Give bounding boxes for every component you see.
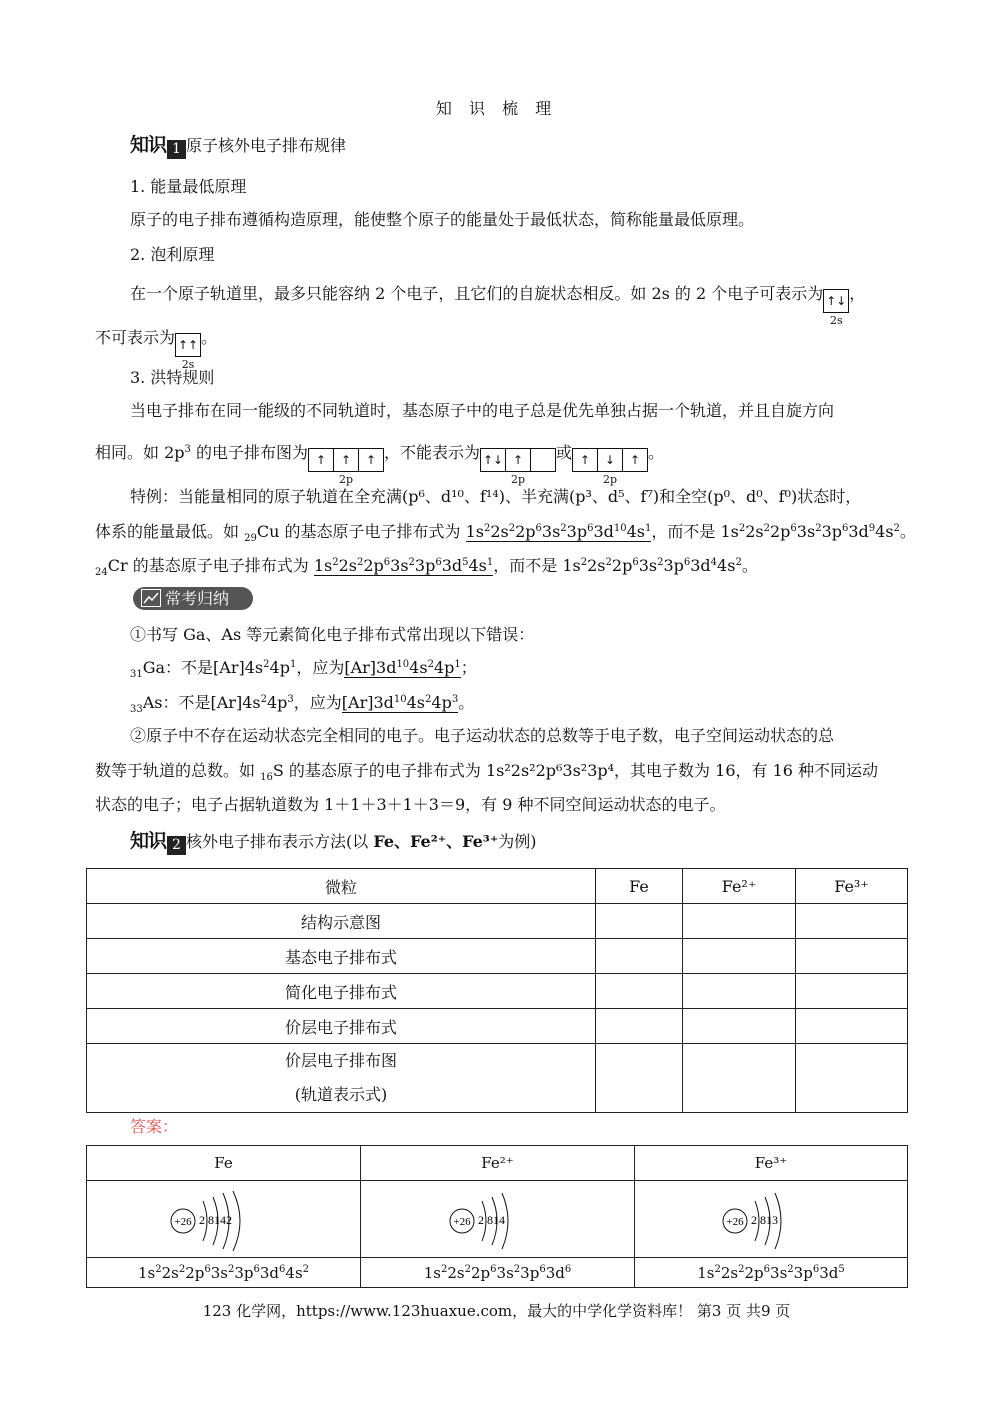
representation-table — [86, 868, 908, 1113]
table-cell — [796, 939, 908, 974]
paragraph-special-2: 体系的能量最低。如 $_{29}$Cu 的基态原子电子排布式为 $1s^22s^22p^63s^23p^63d^{10}4s^1$，而不是 $1s^22s^22p^63s^23p^63d^94s^2$。 — [95, 522, 916, 544]
note-2-line-1: ②原子中不存在运动状态完全相同的电子。电子运动状态的总数等于电子数，电子空间运动状态的总 — [130, 726, 835, 745]
table-cell — [796, 1009, 908, 1044]
paragraph-hund-1: 当电子排布在同一能级的不同轨道时，基态原子中的电子总是优先单独占据一个轨道，并且自旋方向 — [130, 401, 835, 420]
text: 的电子排布图为 — [190, 443, 308, 462]
orbital-box: ↓ — [597, 448, 623, 472]
paragraph-special-3: $_{24}$Cr 的基态原子电子排布式为 $1s^22s^22p^63s^23p^63d^54s^1$，而不是 $1s^22s^22p^63s^23p^63d^44s^2$。 — [95, 556, 758, 578]
knowledge-number: 1 — [167, 140, 186, 159]
answer-label: 答案： — [130, 1117, 179, 1136]
orbital-label: 2p — [510, 473, 526, 486]
text: Ga：不是[Ar]4s — [142, 658, 264, 677]
text: Cr 的基态原子电子排布式为 — [107, 556, 314, 575]
orbital-box: ↑↓ — [823, 289, 849, 313]
note-1: ①书写 Ga、As 等元素简化电子排布式常出现以下错误： — [130, 625, 535, 644]
table-cell — [796, 974, 908, 1009]
paragraph-energy-min: 原子的电子排布遵循构造原理，能使整个原子的能量处于最低状态，简称能量最低原理。 — [130, 210, 755, 229]
orbital-box: ↑ — [572, 448, 598, 472]
structure-diagram-row — [87, 1181, 908, 1258]
fe2-config: $1s^22s^22p^63s^23p^63d^6$ — [361, 1258, 635, 1288]
as-correct-config: $[Ar]3d^{10}4s^24p^3$ — [341, 693, 459, 712]
fe-structure-diagram — [87, 1181, 361, 1258]
table-cell — [683, 904, 796, 939]
shell-counts: 2 814 — [477, 1213, 505, 1227]
paragraph-pauli-2: 不可表示为 ↑↑ 2s 。 — [95, 328, 218, 371]
table-row — [87, 939, 908, 974]
table-cell — [596, 1044, 683, 1113]
page-title: 知 识 梳 理 — [435, 99, 558, 118]
paragraph-special-1: 特例：当能量相同的原子轨道在全充满(p⁶、d¹⁰、f¹⁴)、半充满(p³、d⁵、f⁷)和全空(p⁰、d⁰、f⁰)状态时， — [130, 487, 862, 506]
row-label: 价层电子排布式 — [87, 1009, 596, 1044]
table-row — [87, 904, 908, 939]
table-cell — [796, 904, 908, 939]
row-label: 基态电子排布式 — [87, 939, 596, 974]
summary-tag — [133, 587, 253, 610]
answer-header: Fe³⁺ — [635, 1146, 908, 1181]
cu-correct-config: $1s^22s^22p^63s^23p^63d^{10}4s^1$ — [465, 522, 652, 541]
table-row — [87, 974, 908, 1009]
knowledge-title: 原子核外电子排布规律 — [186, 136, 347, 155]
knowledge-1-heading — [130, 130, 346, 159]
knowledge-title-end: 为例) — [498, 832, 537, 851]
orbital-box: ↑ — [358, 448, 384, 472]
row-label: 简化电子排布式 — [87, 974, 596, 1009]
fe3-structure-diagram — [635, 1181, 908, 1258]
orbital-2p-wrong-2 — [572, 448, 648, 486]
row-label: 结构示意图 — [87, 904, 596, 939]
table-cell — [683, 939, 796, 974]
summary-tag-label: 常考归纳 — [165, 589, 230, 608]
table-cell — [596, 1009, 683, 1044]
table-cell — [596, 939, 683, 974]
answer-table — [86, 1145, 908, 1288]
heading-energy-min: 1. 能量最低原理 — [130, 177, 247, 196]
knowledge-title: 核外电子排布表示方法(以 — [186, 832, 374, 851]
table-cell — [596, 904, 683, 939]
paragraph-pauli-1: 在一个原子轨道里，最多只能容纳 2 个电子，且它们的自旋状态相反。如 2s 的 2 个电子可表示为 ↑↓ 2s ， — [130, 284, 866, 327]
table-header: Fe³⁺ — [796, 869, 908, 904]
table-cell — [683, 1044, 796, 1113]
heading-hund: 3. 洪特规则 — [130, 368, 215, 387]
nucleus-charge: +26 — [452, 1216, 471, 1228]
table-cell — [796, 1044, 908, 1113]
answer-header: Fe — [87, 1146, 361, 1181]
orbital-box: ↑ — [333, 448, 359, 472]
pauli-text-2: 不可表示为 — [95, 328, 176, 347]
nucleus-charge: +26 — [726, 1216, 744, 1228]
text: ，不能表示为 — [383, 443, 480, 462]
table-cell — [596, 974, 683, 1009]
orbital-box: ↑ — [622, 448, 648, 472]
answer-header: Fe²⁺ — [361, 1146, 635, 1181]
table-header-row — [87, 869, 908, 904]
knowledge-badge: 知识 — [130, 830, 167, 852]
text: ，而不是 — [493, 556, 563, 575]
shell-counts: 2 813 — [751, 1213, 778, 1227]
row-label — [87, 1044, 596, 1113]
cu-wrong-config: $1s^22s^22p^63s^23p^63d^94s^2$ — [720, 522, 900, 541]
orbital-box: ↑↑ — [175, 333, 201, 357]
text: Cu 的基态原子电子排布式为 — [256, 522, 466, 541]
note-2-line-3: 状态的电子；电子占据轨道数为 1＋1＋3＋1＋3＝9，有 9 种不同空间运动状态的电子。 — [95, 795, 726, 814]
text: S 的基态原子的电子排布式为 1s²2s²2p⁶3s²3p⁴，其电子数为 16，有 16 种不同运动 — [272, 761, 879, 780]
orbital-box: ↑ — [505, 448, 531, 472]
answer-header-row — [87, 1146, 908, 1181]
knowledge-title-ions: Fe、Fe²⁺、Fe³⁺ — [373, 832, 499, 851]
note-ga: $_{31}$Ga：不是$[Ar]4s^24p^1$，应为$[Ar]3d^{10}4s^24p^1$； — [130, 658, 477, 680]
text: ，应为 — [293, 693, 342, 712]
table-cell — [683, 1009, 796, 1044]
knowledge-2-heading — [130, 826, 537, 855]
orbital-2p-wrong-1 — [480, 448, 556, 486]
orbital-2s-wrong — [175, 333, 201, 371]
knowledge-number: 2 — [167, 836, 186, 855]
fe3-config: $1s^22s^22p^63s^23p^63d^5$ — [635, 1258, 908, 1288]
orbital-box: ↑ — [308, 448, 334, 472]
table-cell — [683, 974, 796, 1009]
text: 数等于轨道的总数。如 — [95, 761, 261, 780]
heading-pauli: 2. 泡利原理 — [130, 245, 215, 264]
fe2-structure-diagram — [361, 1181, 635, 1258]
pauli-text: 在一个原子轨道里，最多只能容纳 2 个电子，且它们的自旋状态相反。如 2s 的 2 个电子可表示为 — [130, 284, 824, 303]
text: As：不是[Ar]4s — [142, 693, 261, 712]
text: ，而不是 — [651, 522, 721, 541]
row-label-line-2: (轨道表示式) — [294, 1085, 388, 1104]
note-as: $_{33}$As：不是$[Ar]4s^24p^3$，应为$[Ar]3d^{10}4s^24p^3$。 — [130, 693, 475, 715]
nucleus-charge: +26 — [173, 1216, 192, 1228]
orbital-label: 2p — [602, 473, 618, 486]
text: 体系的能量最低。如 — [95, 522, 245, 541]
text: 相同。如 2p — [95, 443, 185, 462]
note-2-line-2: 数等于轨道的总数。如 $_{16}$S 的基态原子的电子排布式为 1s²2s²2p⁶3s²3p⁴，其电子数为 16，有 16 种不同运动 — [95, 761, 879, 783]
config-row — [87, 1258, 908, 1288]
orbital-2s-correct — [823, 289, 849, 327]
table-row — [87, 1009, 908, 1044]
ga-correct-config: $[Ar]3d^{10}4s^24p^1$ — [344, 658, 461, 677]
page-footer: 123 化学网，https://www.123huaxue.com，最大的中学化学资料库！ 第3 页 共9 页 — [202, 1302, 791, 1320]
chart-trend-icon — [141, 589, 161, 607]
cr-wrong-config: $1s^22s^22p^63s^23p^63d^44s^2$ — [562, 556, 742, 575]
orbital-box — [530, 448, 556, 472]
orbital-label: 2p — [338, 473, 353, 486]
cr-correct-config: $1s^22s^22p^63s^23p^63d^54s^1$ — [313, 556, 494, 575]
table-header: Fe²⁺ — [683, 869, 796, 904]
knowledge-badge: 知识 — [130, 134, 167, 156]
orbital-box: ↑↓ — [480, 448, 506, 472]
table-row — [87, 1044, 908, 1113]
row-label-line-1: 价层电子排布图 — [284, 1051, 397, 1070]
orbital-2p-correct — [308, 448, 384, 486]
table-header: 微粒 — [87, 869, 596, 904]
orbital-label: 2s — [829, 314, 843, 327]
text: ，应为 — [296, 658, 345, 677]
orbital-label: 2s — [181, 358, 195, 371]
table-header: Fe — [596, 869, 683, 904]
fe-config: $1s^22s^22p^63s^23p^63d^64s^2$ — [87, 1258, 361, 1288]
shell-counts: 2 8142 — [198, 1213, 232, 1227]
text: 或 — [556, 443, 573, 462]
paragraph-hund-2: 相同。如 $2p^3$ 的电子排布图为 ↑ ↑ ↑ 2p ，不能表示为 ↑↓ ↑ 2p 或 ↑ ↓ ↑ 2p 。 — [95, 443, 665, 486]
